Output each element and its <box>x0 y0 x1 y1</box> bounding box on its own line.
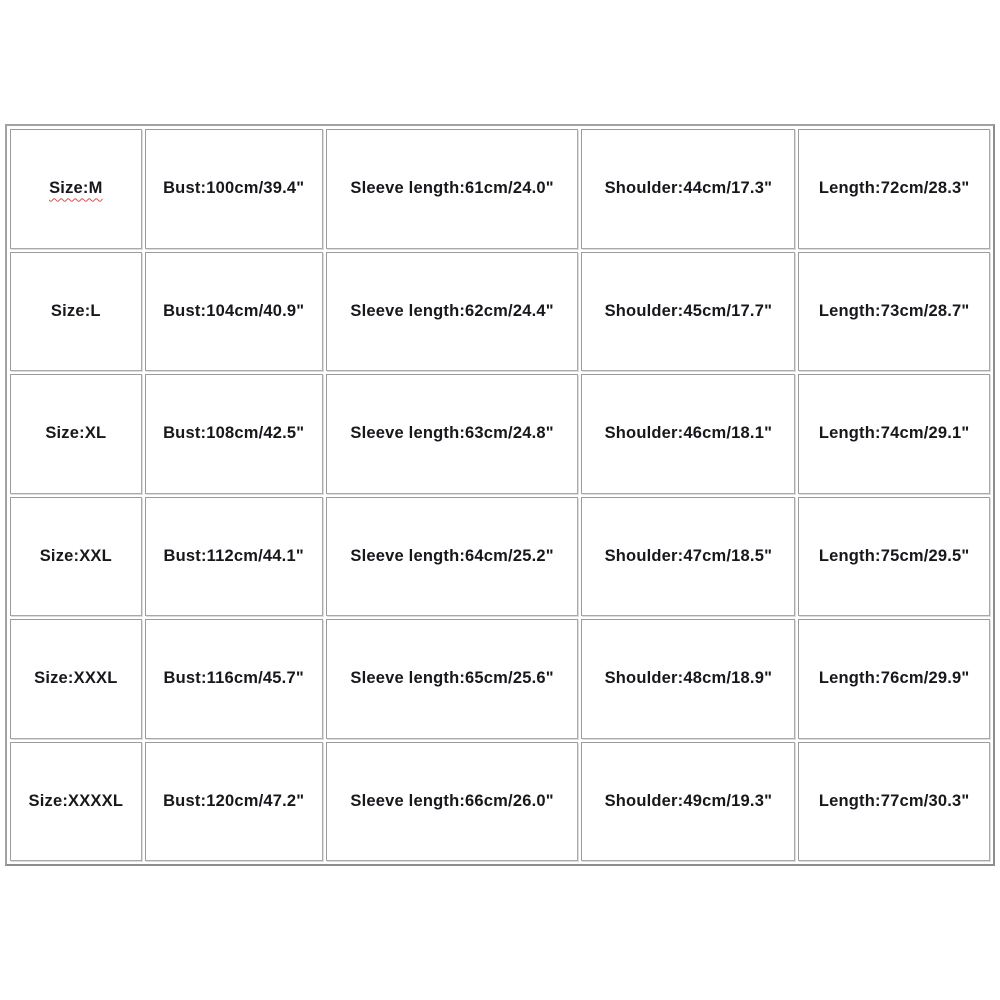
shoulder-cell: Shoulder:45cm/17.7" <box>581 252 795 372</box>
sleeve-length-cell: Sleeve length:62cm/24.4" <box>326 252 579 372</box>
size-cell: Size:XXXXL <box>10 742 142 862</box>
shoulder-cell: Shoulder:44cm/17.3" <box>581 129 795 249</box>
sleeve-length-cell: Sleeve length:65cm/25.6" <box>326 619 579 739</box>
size-label: Size:M <box>49 179 103 198</box>
shoulder-cell: Shoulder:49cm/19.3" <box>581 742 795 862</box>
table-row <box>10 252 990 372</box>
length-cell: Length:72cm/28.3" <box>798 129 990 249</box>
size-cell: Size:XXL <box>10 497 142 617</box>
sleeve-length-cell: Sleeve length:63cm/24.8" <box>326 374 579 494</box>
length-cell: Length:76cm/29.9" <box>798 619 990 739</box>
sleeve-length-cell: Sleeve length:66cm/26.0" <box>326 742 579 862</box>
size-cell: Size:L <box>10 252 142 372</box>
bust-cell: Bust:108cm/42.5" <box>145 374 323 494</box>
size-cell: Size:XL <box>10 374 142 494</box>
shoulder-cell: Shoulder:48cm/18.9" <box>581 619 795 739</box>
table-row <box>10 619 990 739</box>
table-row <box>10 497 990 617</box>
size-cell <box>10 129 142 249</box>
table-row <box>10 742 990 862</box>
table-row <box>10 374 990 494</box>
length-cell: Length:73cm/28.7" <box>798 252 990 372</box>
bust-cell: Bust:116cm/45.7" <box>145 619 323 739</box>
sleeve-length-cell: Sleeve length:61cm/24.0" <box>326 129 579 249</box>
length-cell: Length:77cm/30.3" <box>798 742 990 862</box>
length-cell: Length:74cm/29.1" <box>798 374 990 494</box>
size-chart-table <box>5 124 995 866</box>
bust-cell: Bust:112cm/44.1" <box>145 497 323 617</box>
shoulder-cell: Shoulder:47cm/18.5" <box>581 497 795 617</box>
shoulder-cell: Shoulder:46cm/18.1" <box>581 374 795 494</box>
length-cell: Length:75cm/29.5" <box>798 497 990 617</box>
bust-cell: Bust:104cm/40.9" <box>145 252 323 372</box>
bust-cell: Bust:120cm/47.2" <box>145 742 323 862</box>
sleeve-length-cell: Sleeve length:64cm/25.2" <box>326 497 579 617</box>
size-cell: Size:XXXL <box>10 619 142 739</box>
table-row <box>10 129 990 249</box>
bust-cell: Bust:100cm/39.4" <box>145 129 323 249</box>
